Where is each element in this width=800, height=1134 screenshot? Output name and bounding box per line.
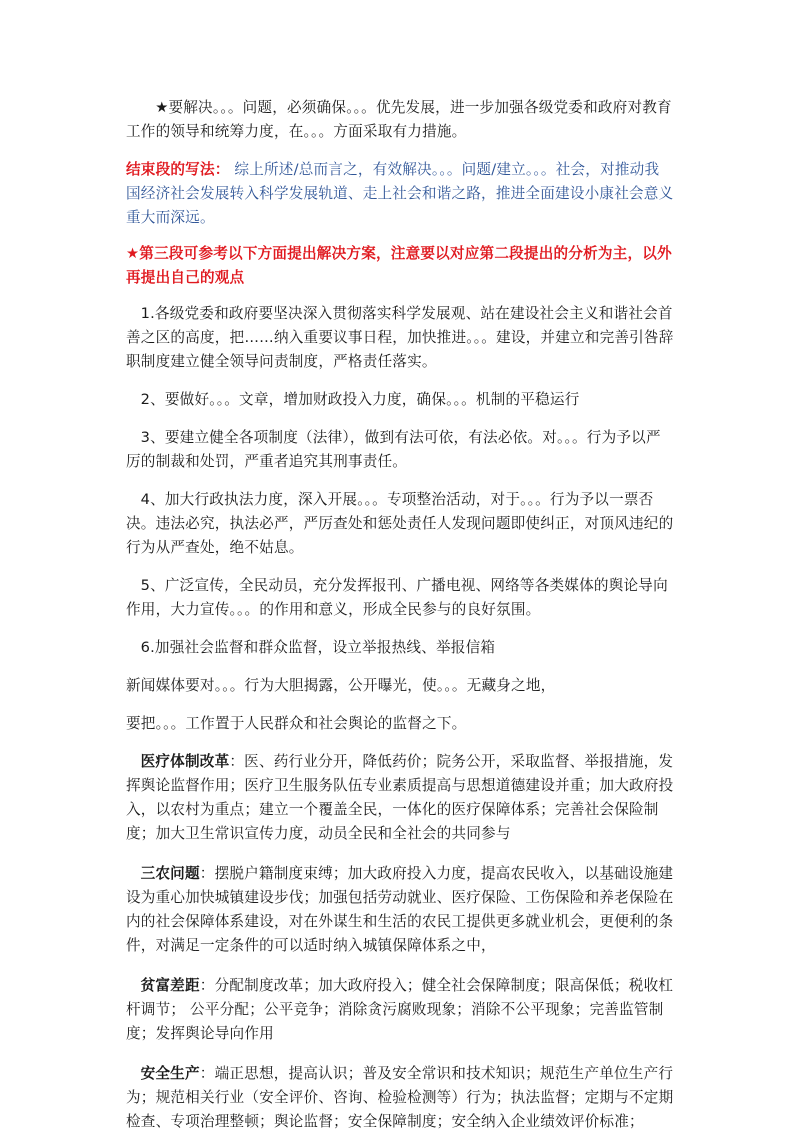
paragraph-safety-production xyxy=(126,1062,674,1134)
third-paragraph-heading: ★第三段可参考以下方面提出解决方案，注意要以对应第二段提出的分析为主，以外再提出自己的观点 xyxy=(126,245,672,286)
ending-method-label: 结束段的写法 xyxy=(126,161,215,178)
ending-method-colon: ： xyxy=(214,161,230,178)
document-body xyxy=(126,96,674,1134)
medical-reform-label: 医疗体制改革 xyxy=(140,753,230,770)
list-item-1: 1.各级党委和政府要坚决深入贯彻落实科学发展观、站在建设社会主义和谐社会首善之区的高度，把……纳入重要议事日程，加快推进。。。建设，并建立和完善引咎辞职制度建立健全领导问责制度，严格责任落实。 xyxy=(126,305,674,370)
wealth-gap-body: ：分配制度改革；加大政府投入；健全社会保障制度；限高保低；税收杠杆调节； 公平分配；公平竞争；消除贪污腐败现象；消除不公平现象；完善监管制度；发挥舆论导向作用 xyxy=(126,977,674,1042)
sannong-label: 三农问题 xyxy=(140,865,200,882)
wealth-gap-label: 贫富差距 xyxy=(140,977,200,994)
sannong-body: ：摆脱户籍制度束缚；加大政府投入力度，提高农民收入，以基础设施建设为重心加快城镇建设步伐；加强包括劳动就业、医疗保险、工伤保险和养老保险在内的社会保障体系建设，对在外谋生和生活的农民工提供更多就业机会，更便利的条件，对满足一定条件的可以适时纳入城镇保障体系之中， xyxy=(126,865,674,954)
public-supervision-line: 要把。。。工作置于人民群众和社会舆论的监督之下。 xyxy=(126,715,467,732)
paragraph-ending-method xyxy=(126,158,674,230)
paragraph-sannong xyxy=(126,862,674,958)
safety-production-label: 安全生产 xyxy=(140,1065,200,1082)
paragraph-education-measures: ★要解决。。。问题，必须确保。。。优先发展，进一步加强各级党委和政府对教育工作的领导和统筹力度，在。。。方面采取有力措施。 xyxy=(126,99,672,140)
media-exposure-line: 新闻媒体要对。。。行为大胆揭露，公开曝光，使。。。无藏身之地， xyxy=(126,677,556,694)
medical-reform-body: ：医、药行业分开，降低药价；院务公开，采取监督、举报措施，发挥舆论监督作用；医疗卫生服务队伍专业素质提高与思想道德建设并重；加大政府投入，以农村为重点；建立一个覆盖全民，一体化的医疗保障体系；完善社会保险制度；加大卫生常识宣传力度，动员全民和全社会的共同参与 xyxy=(126,753,674,842)
list-item-6: 6.加强社会监督和群众监督，设立举报热线、举报信箱 xyxy=(140,639,496,656)
list-item-5: 5、广泛宣传，全民动员，充分发挥报刊、广播电视、网络等各类媒体的舆论导向作用，大力宣传。。。的作用和意义，形成全民参与的良好氛围。 xyxy=(126,577,668,618)
list-item-4: 4、加大行政执法力度，深入开展。。。专项整治活动，对于。。。行为予以一票否决。违法必究，执法必严，严厉查处和惩处责任人发现问题即使纠正，对顶风违纪的行为从严查处，绝不姑息。 xyxy=(126,491,674,556)
list-item-3: 3、要建立健全各项制度（法律），做到有法可依，有法必依。对。。。行为予以严厉的制裁和处罚，严重者追究其刑事责任。 xyxy=(126,429,661,470)
list-item-2: 2、要做好。。。文章，增加财政投入力度，确保。。。机制的平稳运行 xyxy=(140,391,580,408)
ending-method-body: 综上所述/总而言之，有效解决。。。问题/建立。。。社会，对推动我国经济社会发展转入科学发展轨道、走上社会和谐之路，推进全面建设小康社会意义重大而深远。 xyxy=(126,161,674,226)
safety-production-body: ：端正思想，提高认识；普及安全常识和技术知识；规范生产单位生产行为；规范相关行业（安全评价、咨询、检验检测等）行为；执法监督；定期与不定期检查、专项治理整顿；舆论监督；安全保障制度；安全纳入企业绩效评价标准； xyxy=(126,1065,674,1130)
paragraph-wealth-gap xyxy=(126,974,674,1046)
paragraph-medical-reform xyxy=(126,750,674,846)
